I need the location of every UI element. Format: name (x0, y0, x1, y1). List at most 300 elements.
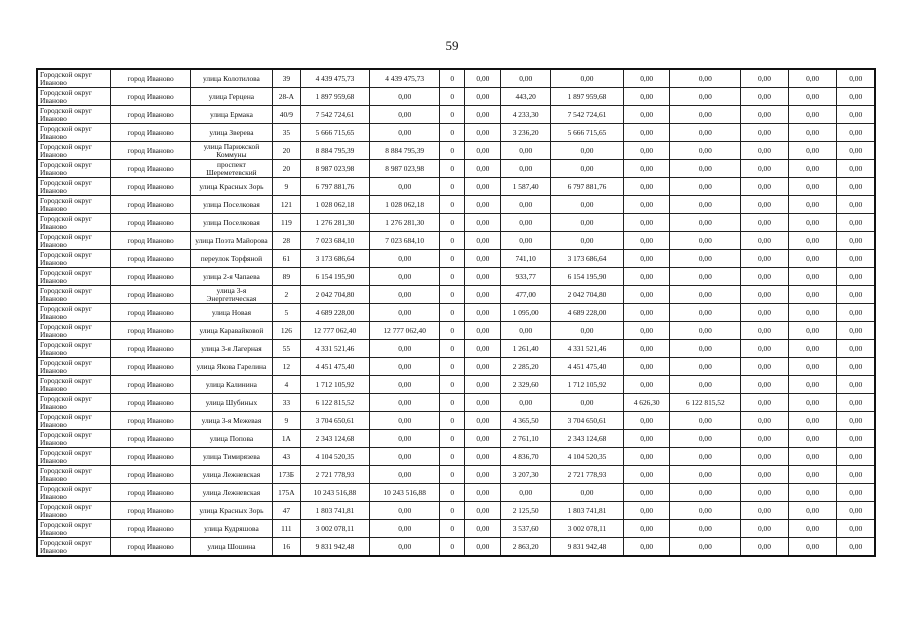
cell-area-col-11: 0,00 (623, 178, 669, 196)
cell-value-col-15: 0,00 (837, 124, 875, 142)
cell-area-col-9: 933,77 (501, 268, 551, 286)
cell-cost-col-10: 2 042 704,80 (551, 286, 624, 304)
cell-area-col-9: 0,00 (501, 160, 551, 178)
cell-value-col-14: 0,00 (788, 394, 837, 412)
cell-house-number: 12 (273, 358, 300, 376)
cell-value-col-15: 0,00 (837, 430, 875, 448)
cell-count-col-7: 0 (440, 232, 465, 250)
table-row (37, 538, 875, 557)
cell-area-col-11: 4 626,30 (623, 394, 669, 412)
cell-value-col-14: 0,00 (788, 430, 837, 448)
cell-street: улица Ермака (190, 106, 272, 124)
cell-count-col-7: 0 (440, 358, 465, 376)
cell-cost-col-10: 0,00 (551, 322, 624, 340)
cell-cost-col-10: 2 343 124,68 (551, 430, 624, 448)
cell-area-col-9: 1 095,00 (501, 304, 551, 322)
cell-value-col-13: 0,00 (741, 214, 789, 232)
cell-settlement: город Иваново (111, 250, 190, 268)
cell-cost-col-12: 0,00 (670, 286, 741, 304)
cell-value-col-13: 0,00 (741, 304, 789, 322)
cell-cost-col-6: 0,00 (370, 448, 440, 466)
cell-value-col-15: 0,00 (837, 142, 875, 160)
cell-cost-col-12: 0,00 (670, 430, 741, 448)
cell-settlement: город Иваново (111, 214, 190, 232)
cell-house-number: 55 (273, 340, 300, 358)
cell-value-col-8: 0,00 (465, 484, 501, 502)
table-row (37, 466, 875, 484)
table-row (37, 520, 875, 538)
cell-settlement: город Иваново (111, 286, 190, 304)
table-row (37, 502, 875, 520)
cell-count-col-7: 0 (440, 340, 465, 358)
cell-settlement: город Иваново (111, 142, 190, 160)
cell-settlement: город Иваново (111, 502, 190, 520)
table-row (37, 448, 875, 466)
cell-cost-col-6: 8 987 023,98 (370, 160, 440, 178)
cell-value-col-8: 0,00 (465, 412, 501, 430)
cell-value-col-13: 0,00 (741, 160, 789, 178)
cell-street: улица Шубиных (190, 394, 272, 412)
table-row (37, 484, 875, 502)
cell-house-number: 89 (273, 268, 300, 286)
cell-settlement: город Иваново (111, 466, 190, 484)
cell-total-cost: 3 173 686,64 (300, 250, 370, 268)
cell-value-col-15: 0,00 (837, 538, 875, 557)
cell-area-col-9: 1 587,40 (501, 178, 551, 196)
cell-value-col-8: 0,00 (465, 358, 501, 376)
cell-area-col-9: 741,10 (501, 250, 551, 268)
cell-house-number: 47 (273, 502, 300, 520)
table-row (37, 142, 875, 160)
cell-area-col-11: 0,00 (623, 502, 669, 520)
cell-count-col-7: 0 (440, 124, 465, 142)
cell-settlement: город Иваново (111, 358, 190, 376)
cell-value-col-13: 0,00 (741, 412, 789, 430)
cell-street: улица 2-я Чапаева (190, 268, 272, 286)
cell-cost-col-12: 0,00 (670, 214, 741, 232)
cell-value-col-15: 0,00 (837, 466, 875, 484)
cell-cost-col-10: 0,00 (551, 196, 624, 214)
cell-value-col-14: 0,00 (788, 250, 837, 268)
cell-value-col-8: 0,00 (465, 214, 501, 232)
cell-count-col-7: 0 (440, 520, 465, 538)
cell-settlement: город Иваново (111, 340, 190, 358)
cell-total-cost: 8 884 795,39 (300, 142, 370, 160)
cell-value-col-14: 0,00 (788, 178, 837, 196)
cell-area-col-9: 2 863,20 (501, 538, 551, 557)
cell-total-cost: 2 721 778,93 (300, 466, 370, 484)
cell-value-col-13: 0,00 (741, 340, 789, 358)
cell-cost-col-6: 0,00 (370, 124, 440, 142)
cell-cost-col-12: 0,00 (670, 448, 741, 466)
cell-cost-col-12: 0,00 (670, 69, 741, 88)
cell-total-cost: 3 704 650,61 (300, 412, 370, 430)
cell-street: улица Парижской Коммуны (190, 142, 272, 160)
cell-street: улица Красных Зорь (190, 502, 272, 520)
cell-value-col-13: 0,00 (741, 232, 789, 250)
cell-street: улица Каравайковой (190, 322, 272, 340)
cell-total-cost: 2 343 124,68 (300, 430, 370, 448)
cell-value-col-8: 0,00 (465, 520, 501, 538)
cell-cost-col-12: 0,00 (670, 268, 741, 286)
cell-cost-col-10: 6 797 881,76 (551, 178, 624, 196)
table-row (37, 358, 875, 376)
cell-value-col-13: 0,00 (741, 88, 789, 106)
cell-street: улица Красных Зорь (190, 178, 272, 196)
cell-area-col-11: 0,00 (623, 538, 669, 557)
cell-street: улица Новая (190, 304, 272, 322)
cell-value-col-15: 0,00 (837, 322, 875, 340)
cell-settlement: город Иваново (111, 232, 190, 250)
cell-cost-col-10: 1 897 959,68 (551, 88, 624, 106)
cell-value-col-8: 0,00 (465, 502, 501, 520)
cell-cost-col-6: 0,00 (370, 412, 440, 430)
cell-street: улица Калинина (190, 376, 272, 394)
table-row (37, 286, 875, 304)
page-number: 59 (445, 38, 459, 53)
cell-area-col-11: 0,00 (623, 160, 669, 178)
cell-house-number: 119 (273, 214, 300, 232)
cell-area-col-11: 0,00 (623, 484, 669, 502)
cell-value-col-14: 0,00 (788, 88, 837, 106)
cell-municipality: Городской округ Иваново (37, 466, 111, 484)
cell-value-col-13: 0,00 (741, 358, 789, 376)
cell-value-col-14: 0,00 (788, 304, 837, 322)
table-row (37, 412, 875, 430)
cell-area-col-11: 0,00 (623, 322, 669, 340)
cell-total-cost: 1 712 105,92 (300, 376, 370, 394)
cell-cost-col-12: 0,00 (670, 502, 741, 520)
cell-cost-col-12: 0,00 (670, 466, 741, 484)
cell-value-col-14: 0,00 (788, 538, 837, 557)
cell-settlement: город Иваново (111, 430, 190, 448)
cell-total-cost: 10 243 516,88 (300, 484, 370, 502)
cell-value-col-13: 0,00 (741, 124, 789, 142)
cell-settlement: город Иваново (111, 196, 190, 214)
cell-house-number: 9 (273, 412, 300, 430)
cell-municipality: Городской округ Иваново (37, 268, 111, 286)
cell-value-col-14: 0,00 (788, 358, 837, 376)
cell-street: улица Лежневская (190, 484, 272, 502)
cell-street: улица Кудряшова (190, 520, 272, 538)
cell-total-cost: 9 831 942,48 (300, 538, 370, 557)
table-row (37, 232, 875, 250)
cell-area-col-11: 0,00 (623, 106, 669, 124)
cell-street: улица Шошина (190, 538, 272, 557)
cell-value-col-8: 0,00 (465, 106, 501, 124)
cell-total-cost: 1 028 062,18 (300, 196, 370, 214)
cell-value-col-15: 0,00 (837, 88, 875, 106)
cell-value-col-15: 0,00 (837, 484, 875, 502)
table-row (37, 88, 875, 106)
cell-total-cost: 1 276 281,30 (300, 214, 370, 232)
cell-value-col-14: 0,00 (788, 214, 837, 232)
cell-settlement: город Иваново (111, 160, 190, 178)
cell-area-col-9: 3 207,30 (501, 466, 551, 484)
cell-municipality: Городской округ Иваново (37, 394, 111, 412)
cell-value-col-13: 0,00 (741, 466, 789, 484)
cell-settlement: город Иваново (111, 268, 190, 286)
cell-value-col-8: 0,00 (465, 448, 501, 466)
cell-value-col-15: 0,00 (837, 304, 875, 322)
table-row (37, 178, 875, 196)
cell-area-col-11: 0,00 (623, 304, 669, 322)
cell-area-col-9: 2 125,50 (501, 502, 551, 520)
cell-street: улица Колотилова (190, 69, 272, 88)
cell-municipality: Городской округ Иваново (37, 196, 111, 214)
cell-municipality: Городской округ Иваново (37, 214, 111, 232)
cell-value-col-14: 0,00 (788, 196, 837, 214)
cell-total-cost: 3 002 078,11 (300, 520, 370, 538)
cell-value-col-13: 0,00 (741, 538, 789, 557)
cell-cost-col-10: 1 712 105,92 (551, 376, 624, 394)
cell-municipality: Городской округ Иваново (37, 502, 111, 520)
cell-house-number: 126 (273, 322, 300, 340)
cell-cost-col-6: 0,00 (370, 430, 440, 448)
table-row (37, 340, 875, 358)
cell-settlement: город Иваново (111, 178, 190, 196)
cell-area-col-9: 0,00 (501, 232, 551, 250)
cell-cost-col-12: 0,00 (670, 160, 741, 178)
table-row (37, 304, 875, 322)
cell-settlement: город Иваново (111, 376, 190, 394)
cell-cost-col-12: 0,00 (670, 520, 741, 538)
cell-cost-col-10: 7 542 724,61 (551, 106, 624, 124)
cell-value-col-15: 0,00 (837, 340, 875, 358)
cell-value-col-15: 0,00 (837, 358, 875, 376)
cell-value-col-8: 0,00 (465, 304, 501, 322)
cell-street: улица 3-я Лагерная (190, 340, 272, 358)
cell-settlement: город Иваново (111, 304, 190, 322)
cell-settlement: город Иваново (111, 538, 190, 557)
cell-area-col-11: 0,00 (623, 232, 669, 250)
cell-count-col-7: 0 (440, 430, 465, 448)
cell-municipality: Городской округ Иваново (37, 286, 111, 304)
cell-street: улица Зверева (190, 124, 272, 142)
cell-count-col-7: 0 (440, 268, 465, 286)
cell-count-col-7: 0 (440, 160, 465, 178)
cell-value-col-8: 0,00 (465, 250, 501, 268)
cell-settlement: город Иваново (111, 88, 190, 106)
cell-cost-col-6: 0,00 (370, 466, 440, 484)
cell-count-col-7: 0 (440, 322, 465, 340)
cell-settlement: город Иваново (111, 448, 190, 466)
cell-cost-col-10: 3 173 686,64 (551, 250, 624, 268)
cell-cost-col-10: 3 002 078,11 (551, 520, 624, 538)
cell-value-col-15: 0,00 (837, 394, 875, 412)
cell-value-col-14: 0,00 (788, 124, 837, 142)
cell-cost-col-10: 3 704 650,61 (551, 412, 624, 430)
cell-cost-col-6: 0,00 (370, 394, 440, 412)
table-row (37, 268, 875, 286)
cell-value-col-13: 0,00 (741, 376, 789, 394)
cell-municipality: Городской округ Иваново (37, 69, 111, 88)
cell-value-col-13: 0,00 (741, 69, 789, 88)
cell-value-col-14: 0,00 (788, 412, 837, 430)
cell-settlement: город Иваново (111, 520, 190, 538)
cell-value-col-13: 0,00 (741, 286, 789, 304)
cell-municipality: Городской округ Иваново (37, 358, 111, 376)
cell-cost-col-10: 1 803 741,81 (551, 502, 624, 520)
cell-house-number: 28 (273, 232, 300, 250)
cell-value-col-15: 0,00 (837, 250, 875, 268)
cell-area-col-9: 1 261,40 (501, 340, 551, 358)
cell-total-cost: 2 042 704,80 (300, 286, 370, 304)
table-row (37, 376, 875, 394)
cell-count-col-7: 0 (440, 448, 465, 466)
table-row (37, 160, 875, 178)
cell-value-col-13: 0,00 (741, 142, 789, 160)
cell-cost-col-12: 0,00 (670, 142, 741, 160)
cell-cost-col-6: 8 884 795,39 (370, 142, 440, 160)
cell-municipality: Городской округ Иваново (37, 88, 111, 106)
cell-municipality: Городской округ Иваново (37, 250, 111, 268)
cell-count-col-7: 0 (440, 466, 465, 484)
cell-value-col-15: 0,00 (837, 502, 875, 520)
cell-house-number: 43 (273, 448, 300, 466)
cell-count-col-7: 0 (440, 484, 465, 502)
cell-value-col-14: 0,00 (788, 268, 837, 286)
cell-cost-col-10: 0,00 (551, 232, 624, 250)
cell-area-col-11: 0,00 (623, 214, 669, 232)
cell-area-col-9: 4 365,50 (501, 412, 551, 430)
cell-cost-col-12: 0,00 (670, 322, 741, 340)
cell-value-col-13: 0,00 (741, 502, 789, 520)
cell-value-col-8: 0,00 (465, 88, 501, 106)
cell-value-col-15: 0,00 (837, 214, 875, 232)
cell-area-col-11: 0,00 (623, 268, 669, 286)
cell-street: улица Герцена (190, 88, 272, 106)
cell-area-col-9: 2 329,60 (501, 376, 551, 394)
cell-value-col-14: 0,00 (788, 376, 837, 394)
cell-street: улица Тимирязева (190, 448, 272, 466)
cell-municipality: Городской округ Иваново (37, 178, 111, 196)
cell-value-col-15: 0,00 (837, 160, 875, 178)
cell-area-col-11: 0,00 (623, 466, 669, 484)
cell-cost-col-12: 0,00 (670, 250, 741, 268)
cell-street: улица 3-я Межевая (190, 412, 272, 430)
cell-area-col-11: 0,00 (623, 69, 669, 88)
cell-cost-col-10: 4 689 228,00 (551, 304, 624, 322)
cell-total-cost: 4 439 475,73 (300, 69, 370, 88)
cell-value-col-15: 0,00 (837, 232, 875, 250)
cell-area-col-9: 2 285,20 (501, 358, 551, 376)
cell-value-col-8: 0,00 (465, 124, 501, 142)
cell-value-col-8: 0,00 (465, 69, 501, 88)
cell-total-cost: 8 987 023,98 (300, 160, 370, 178)
cell-value-col-13: 0,00 (741, 268, 789, 286)
cell-value-col-13: 0,00 (741, 484, 789, 502)
cell-settlement: город Иваново (111, 124, 190, 142)
cell-area-col-9: 4 233,30 (501, 106, 551, 124)
cell-settlement: город Иваново (111, 106, 190, 124)
cell-value-col-8: 0,00 (465, 430, 501, 448)
cell-count-col-7: 0 (440, 196, 465, 214)
cell-house-number: 40/9 (273, 106, 300, 124)
cell-area-col-11: 0,00 (623, 286, 669, 304)
cell-cost-col-12: 0,00 (670, 484, 741, 502)
cell-count-col-7: 0 (440, 250, 465, 268)
cell-total-cost: 6 154 195,90 (300, 268, 370, 286)
cell-total-cost: 4 331 521,46 (300, 340, 370, 358)
cell-value-col-14: 0,00 (788, 69, 837, 88)
cell-cost-col-6: 0,00 (370, 268, 440, 286)
cell-cost-col-6: 12 777 062,40 (370, 322, 440, 340)
cell-count-col-7: 0 (440, 304, 465, 322)
data-table (36, 68, 876, 557)
table-row (37, 196, 875, 214)
cell-value-col-15: 0,00 (837, 520, 875, 538)
cell-value-col-13: 0,00 (741, 322, 789, 340)
cell-cost-col-10: 0,00 (551, 484, 624, 502)
cell-area-col-9: 0,00 (501, 394, 551, 412)
cell-area-col-11: 0,00 (623, 520, 669, 538)
cell-cost-col-6: 4 439 475,73 (370, 69, 440, 88)
cell-cost-col-12: 0,00 (670, 376, 741, 394)
cell-area-col-9: 443,20 (501, 88, 551, 106)
cell-cost-col-6: 0,00 (370, 106, 440, 124)
cell-value-col-15: 0,00 (837, 178, 875, 196)
cell-area-col-11: 0,00 (623, 340, 669, 358)
cell-house-number: 28-А (273, 88, 300, 106)
cell-cost-col-12: 0,00 (670, 88, 741, 106)
cell-cost-col-6: 0,00 (370, 178, 440, 196)
cell-value-col-15: 0,00 (837, 196, 875, 214)
cell-value-col-14: 0,00 (788, 160, 837, 178)
cell-value-col-15: 0,00 (837, 376, 875, 394)
cell-settlement: город Иваново (111, 412, 190, 430)
cell-value-col-14: 0,00 (788, 232, 837, 250)
cell-house-number: 61 (273, 250, 300, 268)
cell-cost-col-10: 9 831 942,48 (551, 538, 624, 557)
cell-count-col-7: 0 (440, 214, 465, 232)
cell-cost-col-10: 0,00 (551, 394, 624, 412)
cell-municipality: Городской округ Иваново (37, 484, 111, 502)
cell-area-col-11: 0,00 (623, 412, 669, 430)
cell-area-col-9: 0,00 (501, 196, 551, 214)
cell-area-col-9: 0,00 (501, 484, 551, 502)
table-row (37, 394, 875, 412)
cell-cost-col-12: 6 122 815,52 (670, 394, 741, 412)
cell-total-cost: 6 122 815,52 (300, 394, 370, 412)
cell-cost-col-6: 0,00 (370, 286, 440, 304)
cell-house-number: 33 (273, 394, 300, 412)
cell-value-col-14: 0,00 (788, 322, 837, 340)
cell-area-col-11: 0,00 (623, 142, 669, 160)
cell-cost-col-6: 0,00 (370, 304, 440, 322)
cell-area-col-9: 0,00 (501, 69, 551, 88)
cell-street: улица Якова Гарелина (190, 358, 272, 376)
cell-street: улица 3-я Энергетическая (190, 286, 272, 304)
cell-cost-col-12: 0,00 (670, 232, 741, 250)
cell-count-col-7: 0 (440, 502, 465, 520)
cell-cost-col-10: 4 331 521,46 (551, 340, 624, 358)
cell-value-col-14: 0,00 (788, 484, 837, 502)
table-row (37, 124, 875, 142)
cell-value-col-14: 0,00 (788, 466, 837, 484)
cell-value-col-13: 0,00 (741, 106, 789, 124)
cell-value-col-14: 0,00 (788, 520, 837, 538)
cell-municipality: Городской округ Иваново (37, 322, 111, 340)
cell-cost-col-6: 0,00 (370, 376, 440, 394)
cell-total-cost: 1 803 741,81 (300, 502, 370, 520)
cell-total-cost: 1 897 959,68 (300, 88, 370, 106)
cell-value-col-8: 0,00 (465, 322, 501, 340)
cell-municipality: Городской округ Иваново (37, 376, 111, 394)
cell-settlement: город Иваново (111, 69, 190, 88)
cell-cost-col-6: 0,00 (370, 358, 440, 376)
cell-house-number: 20 (273, 160, 300, 178)
